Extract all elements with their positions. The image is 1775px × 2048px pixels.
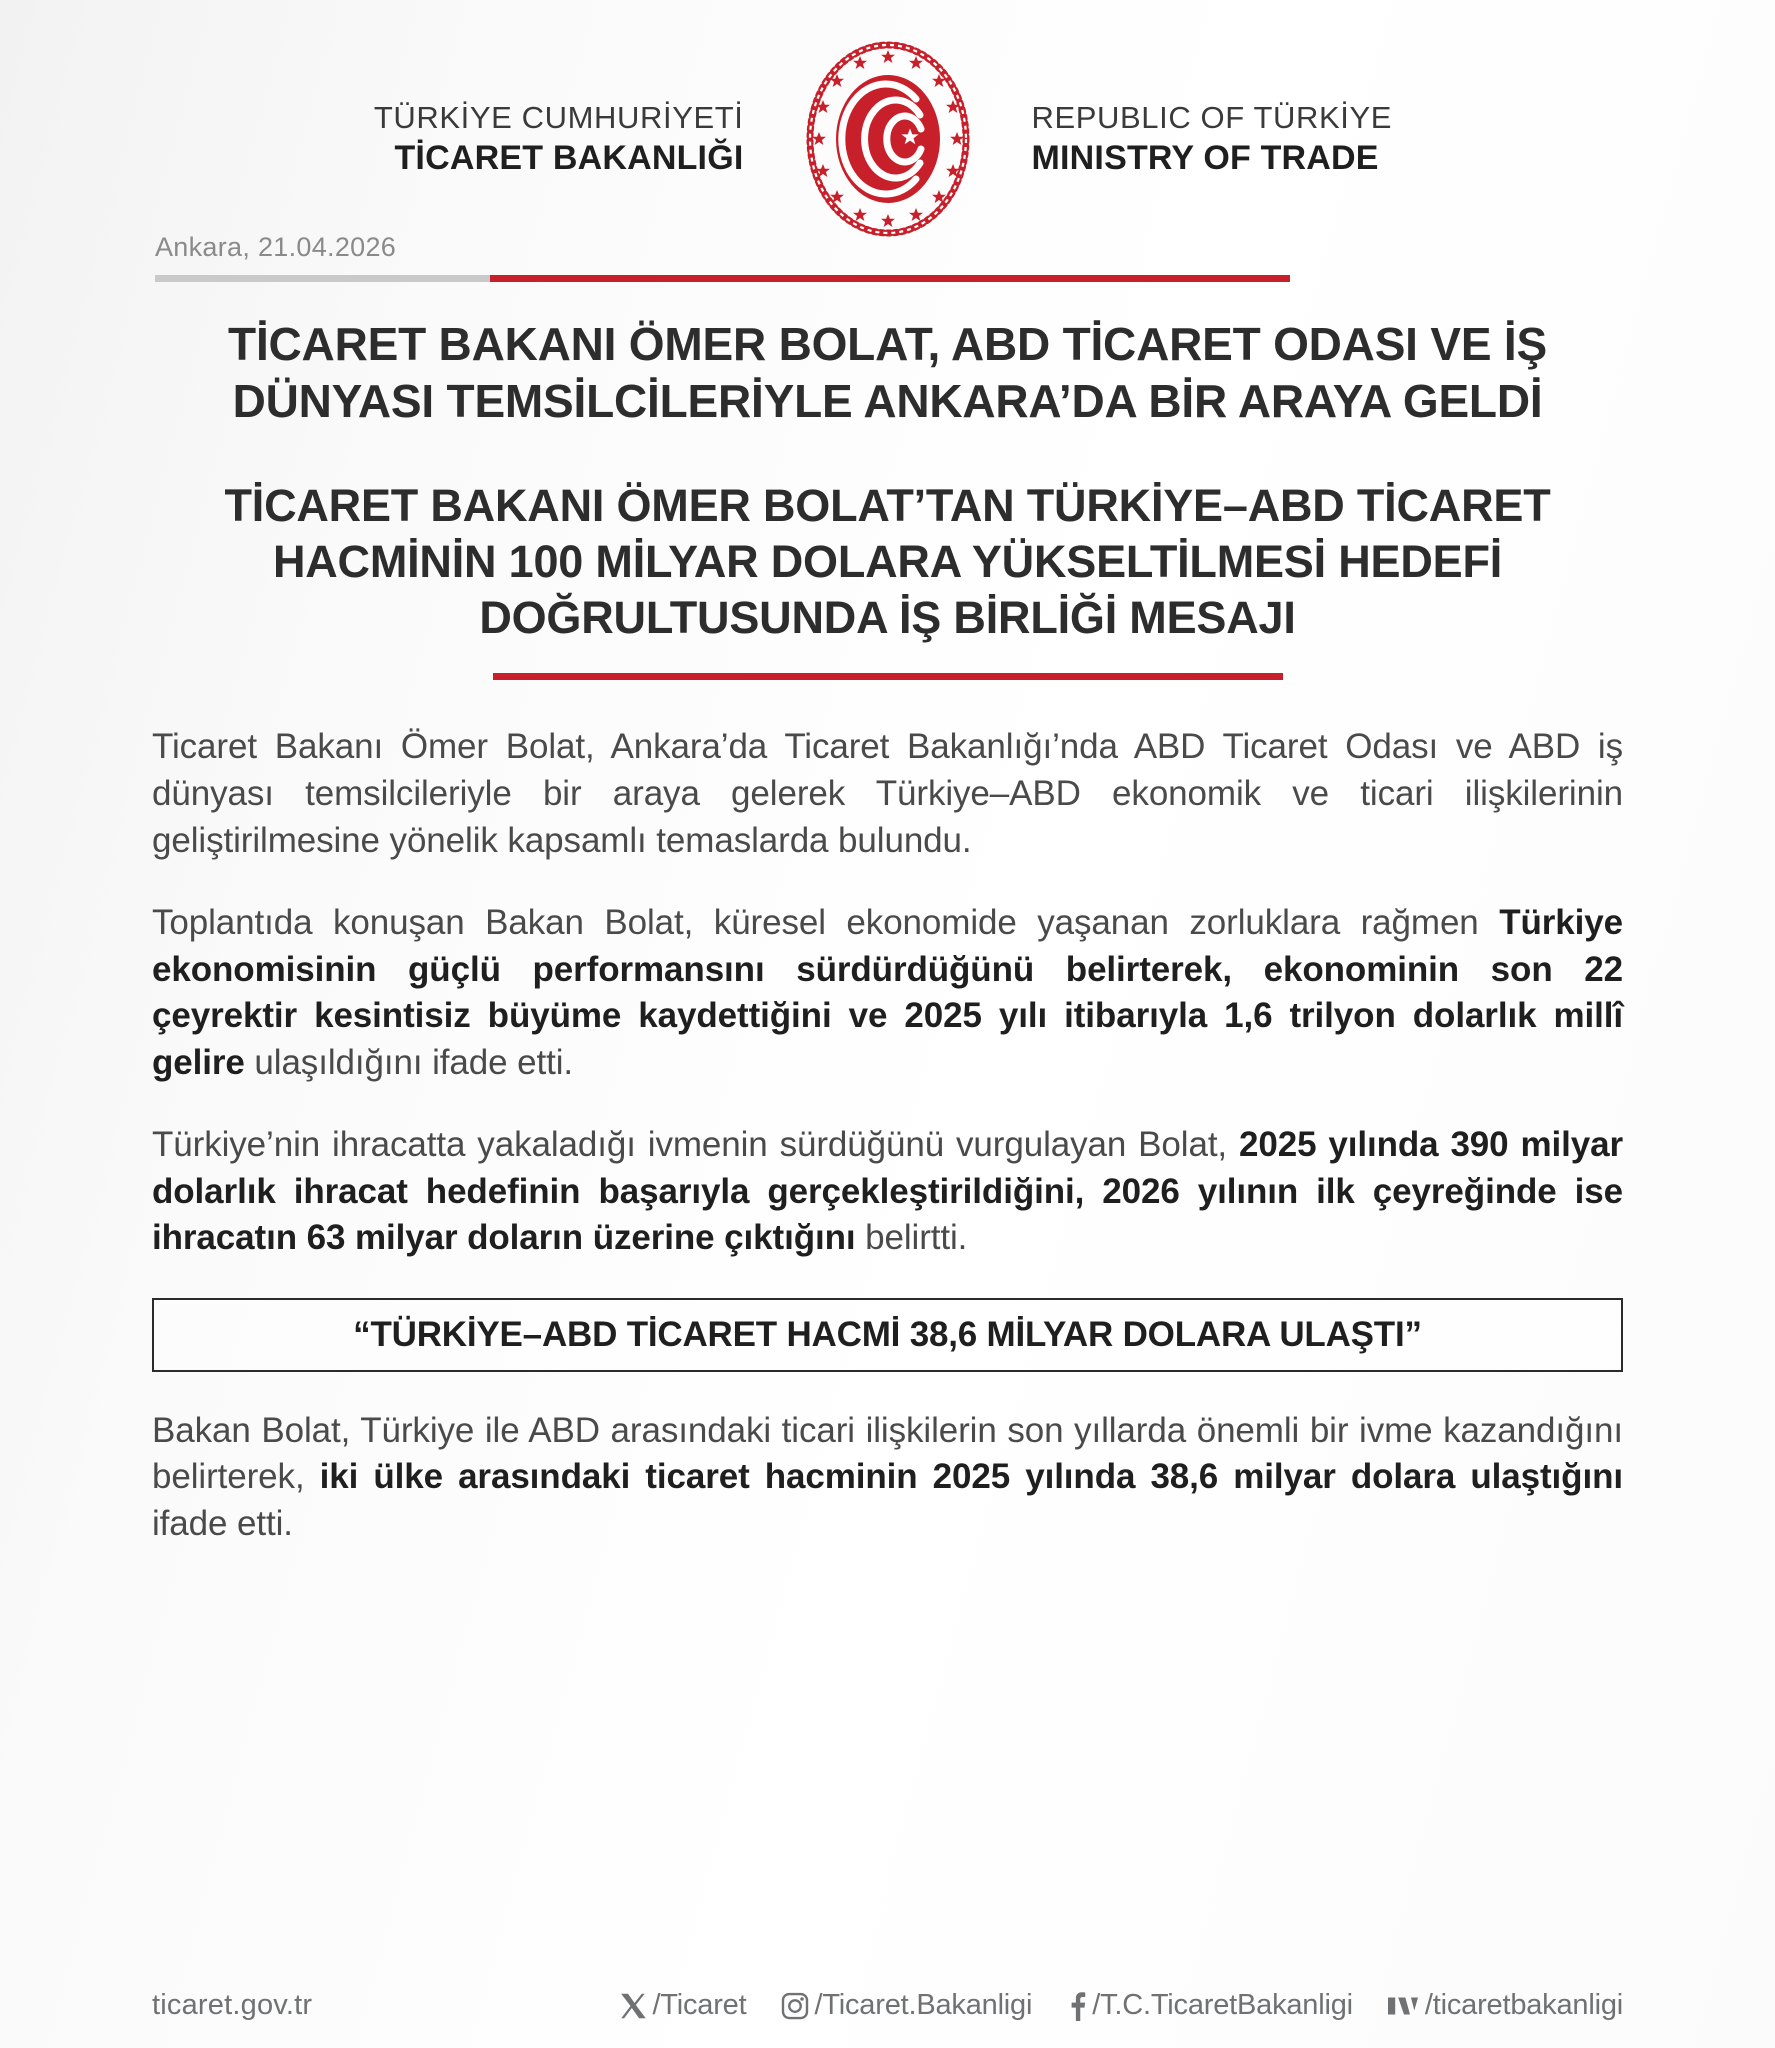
- website-url[interactable]: ticaret.gov.tr: [152, 1989, 313, 2021]
- facebook-icon: [1066, 1991, 1088, 2021]
- highlight-quote-box: [152, 1298, 1623, 1372]
- turkiye-ministry-emblem-icon: [788, 39, 988, 239]
- masthead: [0, 0, 1775, 230]
- brand-english-line2: MINISTRY OF TRADE: [1031, 139, 1379, 178]
- social-handle-facebook: /T.C.TicaretBakanligi: [1092, 1989, 1353, 2021]
- brand-turkish-line1: TÜRKİYE CUMHURİYETİ: [373, 99, 744, 135]
- dateline: Ankara, 21.04.2026: [155, 232, 397, 262]
- paragraph-3: Türkiye’nin ihracatta yakaladığı ivmenin sürdüğünü vurgulayan Bolat, 2025 yılında 390 milyar dolarlık ihracat hedefinin başarıyla gerçekleştirildiğini, 2026 yılının ilk çeyreğinde ise ihracatın 63 milyar doların üzerine çıktığını belirtti.: [152, 1125, 1623, 1258]
- article-body-after-quote: [0, 1408, 1775, 1548]
- instagram-icon: [780, 1991, 810, 2021]
- divider-gray-segment: [155, 275, 490, 282]
- social-link-instagram[interactable]: [780, 1989, 1032, 2022]
- dateline-area: [0, 232, 1775, 263]
- page-title: TİCARET BAKANI ÖMER BOLAT, ABD TİCARET ODASI VE İŞ DÜNYASI TEMSİLCİLERİYLE ANKARA’DA BİR ARAYA GELDİ: [228, 318, 1547, 428]
- title-area: [0, 316, 1775, 680]
- divider-red-segment: [490, 275, 1290, 282]
- linkedin-n-icon: [1387, 1991, 1421, 2021]
- x-twitter-icon: [618, 1991, 648, 2021]
- social-handle-linkedin: /ticaretbakanligi: [1424, 1989, 1623, 2021]
- brand-turkish: [314, 101, 744, 178]
- article-body: [0, 724, 1775, 1261]
- paragraph-4: Bakan Bolat, Türkiye ile ABD arasındaki ticari ilişkilerin son yıllarda önemli bir ivme kazandığını belirterek, iki ülke arasındaki ticaret hacminin 2025 yılında 38,6 milyar dolara ulaştığını ifade etti.: [152, 1410, 1623, 1544]
- social-link-linkedin[interactable]: [1387, 1989, 1623, 2022]
- paragraph-2: Toplantıda konuşan Bakan Bolat, küresel ekonomide yaşanan zorluklara rağmen Türkiye ekonomisinin güçlü performansını sürdürdüğünü belirterek, ekonominin son 22 çeyrektir kesintisiz büyüme kaydettiğini ve 2025 yılı itibarıyla 1,6 trilyon dolarlık millî gelire ulaşıldığını ifade etti.: [152, 903, 1623, 1082]
- social-links: [618, 1989, 1623, 2022]
- brand-turkish-line2: TİCARET BAKANLIĞI: [394, 139, 744, 178]
- page-subtitle: TİCARET BAKANI ÖMER BOLAT’TAN TÜRKİYE–ABD TİCARET HACMİNİN 100 MİLYAR DOLARA YÜKSELTİLMESİ HEDEFİ DOĞRULTUSUNDA İŞ BİRLİĞİ MESAJI: [224, 480, 1551, 643]
- social-handle-x: /Ticaret: [652, 1989, 747, 2021]
- footer: [0, 1989, 1775, 2022]
- paragraph-1: Ticaret Bakanı Ömer Bolat, Ankara’da Ticaret Bakanlığı’nda ABD Ticaret Odası ve ABD iş dünyası temsilcileriyle bir araya gelerek Türkiye–ABD ekonomik ve ticari ilişkilerinin geliştirilmesine yönelik kapsamlı temaslarda bulundu.: [152, 727, 1623, 860]
- social-link-facebook[interactable]: [1066, 1989, 1353, 2022]
- brand-english: [1032, 101, 1462, 178]
- social-handle-instagram: /Ticaret.Bakanligi: [814, 1989, 1033, 2021]
- title-divider-rule: [493, 673, 1283, 680]
- brand-english-line1: REPUBLIC OF TÜRKİYE: [1031, 99, 1393, 135]
- header-divider-rule: [155, 275, 1290, 282]
- social-link-x[interactable]: [618, 1989, 746, 2022]
- highlight-quote-text: “TÜRKİYE–ABD TİCARET HACMİ 38,6 MİLYAR DOLARA ULAŞTI”: [353, 1314, 1422, 1354]
